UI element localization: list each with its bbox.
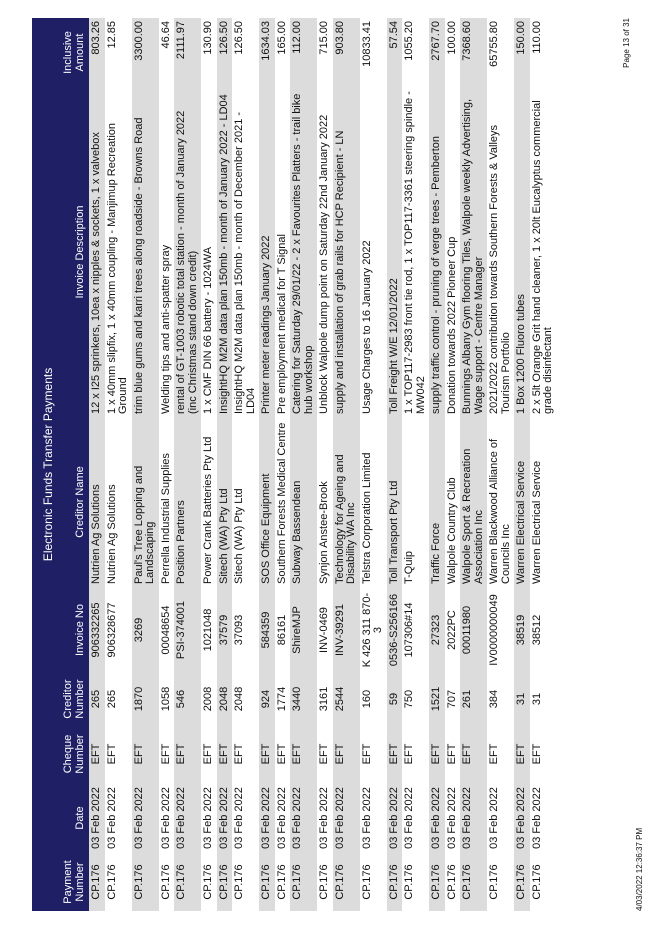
cell-creditor-number: 31 bbox=[514, 673, 530, 725]
cell-creditor-number: 2048 bbox=[217, 673, 233, 725]
cell-creditor-name: Walpole Country Club bbox=[445, 417, 461, 587]
cell-inclusive-amount: 46.64 bbox=[159, 18, 175, 87]
cell-cheque-number: EFT bbox=[445, 725, 461, 783]
cell-creditor-name: Technology for Ageing and Disability WA Inc bbox=[333, 417, 360, 587]
cell-cheque-number: EFT bbox=[360, 725, 387, 783]
table-row bbox=[429, 18, 445, 911]
cell-date: 03 Feb 2022 bbox=[445, 783, 461, 853]
table-row bbox=[402, 18, 429, 911]
eft-payments-table-wrap bbox=[32, 18, 557, 911]
cell-payment-number: CP.176 bbox=[201, 853, 217, 911]
cell-invoice-description: Printer meter readings January 2022 bbox=[259, 87, 275, 417]
cell-cheque-number: EFT bbox=[159, 725, 175, 783]
cell-creditor-number: 265 bbox=[105, 673, 132, 725]
cell-inclusive-amount: 7368.60 bbox=[460, 18, 487, 87]
cell-invoice-description: 1 x CMF DIN 66 battery - 1024WA bbox=[201, 87, 217, 417]
col-creditor-number: Creditor Number bbox=[56, 673, 89, 725]
cell-creditor-name: Subway Bassendean bbox=[290, 417, 317, 587]
cell-invoice-no: 37579 bbox=[217, 587, 233, 673]
cell-cheque-number: EFT bbox=[429, 725, 445, 783]
cell-invoice-description: 2 x 5lt Orange Grit hand cleaner, 1 x 20lt Eucalyptus commercial grade disinfectant bbox=[530, 87, 557, 417]
table-row bbox=[232, 18, 259, 911]
cell-creditor-name: Traffic Force bbox=[429, 417, 445, 587]
cell-date: 03 Feb 2022 bbox=[333, 783, 360, 853]
cell-creditor-number: 546 bbox=[174, 673, 201, 725]
cell-payment-number: CP.176 bbox=[360, 853, 387, 911]
cell-invoice-description: 12 x I25 sprinkers, 10ea x nipples & sockets, 1 x valvebox bbox=[89, 87, 105, 417]
cell-payment-number: CP.176 bbox=[387, 853, 403, 911]
cell-cheque-number: EFT bbox=[460, 725, 487, 783]
col-invoice-description: Invoice Description bbox=[56, 87, 89, 417]
cell-invoice-no: 38519 bbox=[514, 587, 530, 673]
cell-inclusive-amount: 126.50 bbox=[217, 18, 233, 87]
cell-creditor-name: Power Crank Batteries Pty Ltd bbox=[201, 417, 217, 587]
cell-invoice-description: rental of GT-1003 robotic total station - month of January 2022 (inc Christmas stand down credit) bbox=[174, 87, 201, 417]
cell-inclusive-amount: 165.00 bbox=[275, 18, 291, 87]
cell-invoice-no: 86161 bbox=[275, 587, 291, 673]
cell-cheque-number: EFT bbox=[232, 725, 259, 783]
cell-date: 03 Feb 2022 bbox=[429, 783, 445, 853]
cell-date: 03 Feb 2022 bbox=[530, 783, 557, 853]
table-row bbox=[514, 18, 530, 911]
cell-cheque-number: EFT bbox=[317, 725, 333, 783]
cell-invoice-no: 37093 bbox=[232, 587, 259, 673]
cell-invoice-no: 906328677 bbox=[105, 587, 132, 673]
col-cheque-number: Cheque Number bbox=[56, 725, 89, 783]
col-payment-number: Payment Number bbox=[56, 853, 89, 911]
cell-creditor-name: Walpole Sport & Recreation Association Inc bbox=[460, 417, 487, 587]
cell-invoice-description: trim blue gums and karri trees along roadside - Browns Road bbox=[132, 87, 159, 417]
cell-invoice-no: 107306#14 bbox=[402, 587, 429, 673]
table-row bbox=[317, 18, 333, 911]
cell-payment-number: CP.176 bbox=[159, 853, 175, 911]
cell-payment-number: CP.176 bbox=[217, 853, 233, 911]
cell-cheque-number: EFT bbox=[275, 725, 291, 783]
cell-date: 03 Feb 2022 bbox=[259, 783, 275, 853]
cell-invoice-description: Bunnings Albany Gym flooring Tiles, Walpole weekly Advertising, Wage support - Centre Manager bbox=[460, 87, 487, 417]
cell-creditor-name: Telstra Corporation Limited bbox=[360, 417, 387, 587]
cell-payment-number: CP.176 bbox=[514, 853, 530, 911]
cell-invoice-no: INV-0469 bbox=[317, 587, 333, 673]
cell-creditor-number: 1774 bbox=[275, 673, 291, 725]
cell-cheque-number: EFT bbox=[387, 725, 403, 783]
cell-payment-number: CP.176 bbox=[275, 853, 291, 911]
cell-invoice-no: 27323 bbox=[429, 587, 445, 673]
cell-payment-number: CP.176 bbox=[290, 853, 317, 911]
cell-payment-number: CP.176 bbox=[259, 853, 275, 911]
cell-payment-number: CP.176 bbox=[105, 853, 132, 911]
cell-creditor-name: Nutrien Ag Solutions bbox=[105, 417, 132, 587]
table-row bbox=[487, 18, 514, 911]
table-row bbox=[201, 18, 217, 911]
cell-cheque-number: EFT bbox=[132, 725, 159, 783]
cell-invoice-description: supply and installation of grab rails for HCP Recipient - LN bbox=[333, 87, 360, 417]
cell-creditor-name: Sitech (WA) Pty Ltd bbox=[217, 417, 233, 587]
cell-date: 03 Feb 2022 bbox=[275, 783, 291, 853]
cell-invoice-no: INV-39291 bbox=[333, 587, 360, 673]
cell-invoice-description: Unblock Walpole dump point on Saturday 22nd January 2022 bbox=[317, 87, 333, 417]
cell-payment-number: CP.176 bbox=[132, 853, 159, 911]
cell-invoice-description: Pre employment medical for T Signal bbox=[275, 87, 291, 417]
table-row bbox=[360, 18, 387, 911]
cell-creditor-name: Paul's Tree Lopping and Landscaping bbox=[132, 417, 159, 587]
cell-creditor-number: 265 bbox=[89, 673, 105, 725]
cell-inclusive-amount: 65755.80 bbox=[487, 18, 514, 87]
cell-invoice-description: Toll Freight W/E 12/01/2022 bbox=[387, 87, 403, 417]
cell-payment-number: CP.176 bbox=[530, 853, 557, 911]
cell-date: 03 Feb 2022 bbox=[402, 783, 429, 853]
cell-invoice-description: Donation towards 2022 Pioneer Cup bbox=[445, 87, 461, 417]
cell-date: 03 Feb 2022 bbox=[217, 783, 233, 853]
table-row bbox=[217, 18, 233, 911]
table-row bbox=[132, 18, 159, 911]
cell-inclusive-amount: 126.50 bbox=[232, 18, 259, 87]
cell-cheque-number: EFT bbox=[217, 725, 233, 783]
cell-invoice-no: 38512 bbox=[530, 587, 557, 673]
cell-cheque-number: EFT bbox=[174, 725, 201, 783]
col-invoice-no: Invoice No bbox=[56, 587, 89, 673]
cell-creditor-name: Synjon Anstee-Brook bbox=[317, 417, 333, 587]
cell-creditor-number: 2048 bbox=[232, 673, 259, 725]
table-row bbox=[460, 18, 487, 911]
cell-creditor-name: Warren Electrical Service bbox=[514, 417, 530, 587]
cell-creditor-name: Southern Forests Medical Centre bbox=[275, 417, 291, 587]
cell-creditor-name: Sitech (WA) Pty Ltd bbox=[232, 417, 259, 587]
cell-inclusive-amount: 2111.97 bbox=[174, 18, 201, 87]
cell-date: 03 Feb 2022 bbox=[387, 783, 403, 853]
cell-inclusive-amount: 112.00 bbox=[290, 18, 317, 87]
cell-inclusive-amount: 3300.00 bbox=[132, 18, 159, 87]
cell-invoice-no: ShireMJP bbox=[290, 587, 317, 673]
cell-creditor-number: 384 bbox=[487, 673, 514, 725]
cell-inclusive-amount: 110.00 bbox=[530, 18, 557, 87]
cell-invoice-no: K 426 311 870-3 bbox=[360, 587, 387, 673]
table-body bbox=[89, 18, 557, 911]
cell-invoice-description: 1 x 40mm slipfix, 1 x 40mm coupling - Manjimup Recreation Ground bbox=[105, 87, 132, 417]
cell-invoice-description: 1 Box 1200 Fluoro tubes bbox=[514, 87, 530, 417]
table-title: Electronic Funds Transfer Payments bbox=[32, 18, 56, 911]
cell-date: 03 Feb 2022 bbox=[514, 783, 530, 853]
cell-cheque-number: EFT bbox=[402, 725, 429, 783]
cell-inclusive-amount: 1634.03 bbox=[259, 18, 275, 87]
eft-payments-table bbox=[32, 18, 557, 911]
col-inclusive-amount: Inclusive Amount bbox=[56, 18, 89, 87]
col-creditor-name: Creditor Name bbox=[56, 417, 89, 587]
cell-cheque-number: EFT bbox=[259, 725, 275, 783]
cell-creditor-number: 3161 bbox=[317, 673, 333, 725]
cell-invoice-no: 00048654 bbox=[159, 587, 175, 673]
cell-date: 03 Feb 2022 bbox=[290, 783, 317, 853]
cell-date: 03 Feb 2022 bbox=[105, 783, 132, 853]
table-row bbox=[290, 18, 317, 911]
cell-invoice-description: Welding tips and anti-spatter spray bbox=[159, 87, 175, 417]
cell-inclusive-amount: 1055.20 bbox=[402, 18, 429, 87]
cell-inclusive-amount: 130.90 bbox=[201, 18, 217, 87]
cell-inclusive-amount: 10833.41 bbox=[360, 18, 387, 87]
cell-invoice-description: 1 x TOP117-2983 front tie rod, 1 x TOP117-3361 steering spindle - MW042 bbox=[402, 87, 429, 417]
cell-payment-number: CP.176 bbox=[333, 853, 360, 911]
cell-cheque-number: EFT bbox=[487, 725, 514, 783]
cell-date: 03 Feb 2022 bbox=[201, 783, 217, 853]
cell-invoice-no: 906332265 bbox=[89, 587, 105, 673]
cell-date: 03 Feb 2022 bbox=[174, 783, 201, 853]
table-row bbox=[387, 18, 403, 911]
cell-invoice-description: InsightHQ M2M data plan 150mb - month of January 2022 - LD04 bbox=[217, 87, 233, 417]
table-row bbox=[159, 18, 175, 911]
cell-cheque-number: EFT bbox=[333, 725, 360, 783]
cell-invoice-description: 2021/2022 contribution towards Southern Forests & Valleys Tourism Portfolio bbox=[487, 87, 514, 417]
cell-creditor-number: 3440 bbox=[290, 673, 317, 725]
cell-inclusive-amount: 2767.70 bbox=[429, 18, 445, 87]
table-row bbox=[89, 18, 105, 911]
cell-date: 03 Feb 2022 bbox=[360, 783, 387, 853]
cell-cheque-number: EFT bbox=[514, 725, 530, 783]
cell-creditor-name: Perrella Industrial Supplies bbox=[159, 417, 175, 587]
cell-invoice-description: Catering for Saturday 29/01/22 - 2 x Favourites Platters - trail bike hub workshop bbox=[290, 87, 317, 417]
cell-cheque-number: EFT bbox=[89, 725, 105, 783]
cell-date: 03 Feb 2022 bbox=[159, 783, 175, 853]
cell-payment-number: CP.176 bbox=[429, 853, 445, 911]
cell-date: 03 Feb 2022 bbox=[460, 783, 487, 853]
cell-creditor-number: 160 bbox=[360, 673, 387, 725]
cell-invoice-no: 0536-S256166 bbox=[387, 587, 403, 673]
cell-payment-number: CP.176 bbox=[402, 853, 429, 911]
cell-creditor-number: 59 bbox=[387, 673, 403, 725]
cell-creditor-number: 1521 bbox=[429, 673, 445, 725]
cell-payment-number: CP.176 bbox=[317, 853, 333, 911]
cell-creditor-name: T-Quip bbox=[402, 417, 429, 587]
table-row bbox=[275, 18, 291, 911]
cell-inclusive-amount: 150.00 bbox=[514, 18, 530, 87]
cell-creditor-name: Position Partners bbox=[174, 417, 201, 587]
cell-creditor-number: 2008 bbox=[201, 673, 217, 725]
cell-date: 03 Feb 2022 bbox=[487, 783, 514, 853]
cell-creditor-number: 261 bbox=[460, 673, 487, 725]
cell-invoice-no: PSI-374001 bbox=[174, 587, 201, 673]
cell-creditor-number: 1058 bbox=[159, 673, 175, 725]
cell-date: 03 Feb 2022 bbox=[132, 783, 159, 853]
cell-invoice-no: IV0000000049 bbox=[487, 587, 514, 673]
cell-payment-number: CP.176 bbox=[89, 853, 105, 911]
page-number: Page 13 of 31 bbox=[622, 18, 631, 68]
cell-creditor-name: Toll Transport Pty Ltd bbox=[387, 417, 403, 587]
cell-cheque-number: EFT bbox=[290, 725, 317, 783]
cell-date: 03 Feb 2022 bbox=[232, 783, 259, 853]
cell-creditor-number: 1870 bbox=[132, 673, 159, 725]
cell-invoice-description: Usage Charges to 16 January 2022 bbox=[360, 87, 387, 417]
cell-invoice-description: InsightHQ M2M data plan 150mb - month of December 2021 - LD04 bbox=[232, 87, 259, 417]
table-row bbox=[174, 18, 201, 911]
cell-invoice-no: 3269 bbox=[132, 587, 159, 673]
cell-invoice-no: 1021048 bbox=[201, 587, 217, 673]
cell-creditor-number: 707 bbox=[445, 673, 461, 725]
cell-inclusive-amount: 715.00 bbox=[317, 18, 333, 87]
cell-creditor-number: 2544 bbox=[333, 673, 360, 725]
cell-creditor-number: 924 bbox=[259, 673, 275, 725]
cell-creditor-number: 750 bbox=[402, 673, 429, 725]
table-row bbox=[530, 18, 557, 911]
cell-payment-number: CP.176 bbox=[487, 853, 514, 911]
cell-creditor-name: SOS Office Equipment bbox=[259, 417, 275, 587]
cell-invoice-no: 2022PC bbox=[445, 587, 461, 673]
cell-inclusive-amount: 803.26 bbox=[89, 18, 105, 87]
table-row bbox=[105, 18, 132, 911]
table-row bbox=[445, 18, 461, 911]
cell-date: 03 Feb 2022 bbox=[317, 783, 333, 853]
cell-inclusive-amount: 57.54 bbox=[387, 18, 403, 87]
cell-creditor-name: Nutrien Ag Solutions bbox=[89, 417, 105, 587]
cell-creditor-name: Warren Blackwood Alliance of Councils Inc bbox=[487, 417, 514, 587]
cell-inclusive-amount: 100.00 bbox=[445, 18, 461, 87]
cell-creditor-number: 31 bbox=[530, 673, 557, 725]
cell-date: 03 Feb 2022 bbox=[89, 783, 105, 853]
cell-payment-number: CP.176 bbox=[174, 853, 201, 911]
cell-inclusive-amount: 903.80 bbox=[333, 18, 360, 87]
cell-invoice-no: 584359 bbox=[259, 587, 275, 673]
cell-inclusive-amount: 12.85 bbox=[105, 18, 132, 87]
cell-cheque-number: EFT bbox=[105, 725, 132, 783]
cell-cheque-number: EFT bbox=[530, 725, 557, 783]
cell-creditor-name: Warren Electrical Service bbox=[530, 417, 557, 587]
cell-payment-number: CP.176 bbox=[460, 853, 487, 911]
cell-invoice-no: 00011980 bbox=[460, 587, 487, 673]
cell-cheque-number: EFT bbox=[201, 725, 217, 783]
col-date: Date bbox=[56, 783, 89, 853]
table-row bbox=[333, 18, 360, 911]
table-row bbox=[259, 18, 275, 911]
cell-invoice-description: supply traffic control - pruning of verge trees - Pemberton bbox=[429, 87, 445, 417]
cell-payment-number: CP.176 bbox=[232, 853, 259, 911]
printed-timestamp: 4/03/2022 12:36:37 PM bbox=[635, 827, 644, 911]
cell-payment-number: CP.176 bbox=[445, 853, 461, 911]
column-headers bbox=[56, 18, 89, 911]
